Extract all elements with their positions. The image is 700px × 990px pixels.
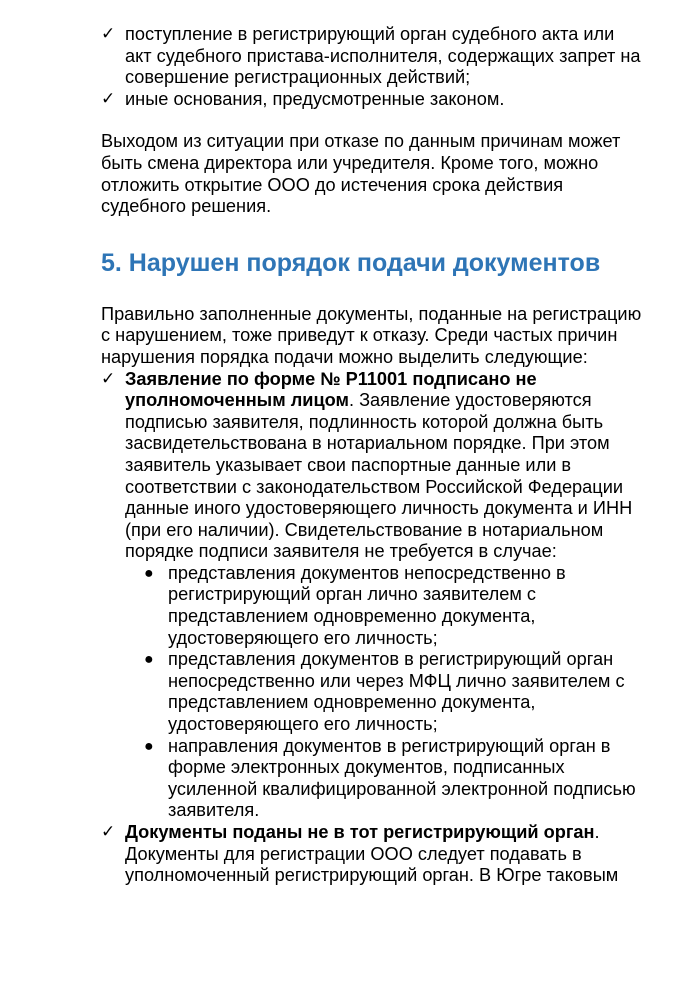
checkmark-icon: ✓ — [101, 368, 116, 389]
list-item — [101, 89, 644, 111]
checkmark-icon: ✓ — [101, 822, 116, 842]
bullet-item-text: представления документов в регистрирующий орган непосредственно или через МФЦ лично заявителем с представлением одновременно документа, удостоверяющего его личность; — [168, 649, 625, 735]
bullet-item — [125, 563, 644, 649]
bullet-icon: ● — [144, 564, 154, 582]
bullet-item-text: представления документов непосредственно в регистрирующий орган лично заявителем с представлением одновременно документа, удостоверяющего его личность; — [168, 562, 566, 648]
top-check-list — [101, 24, 644, 110]
checkmark-icon: ✓ — [101, 24, 116, 44]
list-item — [101, 822, 644, 887]
checkmark-icon: ✓ — [101, 88, 116, 109]
list-item-text: иные основания, предусмотренные законом. — [125, 88, 505, 109]
list-item-text: поступление в регистрирующий орган судебного акта или акт судебного пристава-исполнителя, содержащих запрет на совершение регистрационных действий; — [125, 24, 641, 88]
section-heading: 5. Нарушен порядок подачи документов — [101, 248, 601, 277]
reasons-check-list — [101, 369, 644, 887]
bullet-item — [125, 649, 644, 735]
list-item-text: . Заявление удостоверяются подписью заявителя, подлинность которой должна быть засвидетельствована в нотариальном порядке. При этом заявитель указывает свои паспортные данные или в соответствии с законодательством Российской Федерации данные иного удостоверяющего личность документа и ИНН (при его наличии). Свидетельствование в нотариальном порядке подписи заявителя не требуется в случае: — [125, 390, 633, 562]
list-item — [101, 24, 644, 89]
list-item-bold-title: Заявление по форме № Р11001 подписано не уполномоченным лицом — [125, 368, 537, 411]
paragraph-resolution: Выходом из ситуации при отказе по данным причинам может быть смена директора или учредителя. Кроме того, можно отложить открытие ООО до истечения срока действия судебного решения. — [101, 131, 621, 217]
list-item-text: . Документы для регистрации ООО следует подавать в уполномоченный регистрирующий орган. В Югре таковым — [125, 822, 619, 886]
exceptions-bullet-list — [125, 563, 644, 822]
bullet-item — [125, 736, 644, 822]
bullet-icon: ● — [144, 737, 154, 755]
list-item-bold-title: Документы поданы не в тот регистрирующий орган — [125, 822, 595, 842]
list-item — [101, 369, 644, 822]
bullet-item-text: направления документов в регистрирующий орган в форме электронных документов, подписанных усиленной квалифицированной электронной подписью заявителя. — [168, 735, 636, 821]
bullet-icon: ● — [144, 651, 154, 669]
paragraph-intro: Правильно заполненные документы, поданные на регистрацию с нарушением, тоже приведут к отказу. Среди частых причин нарушения порядка подачи можно выделить следующие: — [101, 303, 642, 367]
